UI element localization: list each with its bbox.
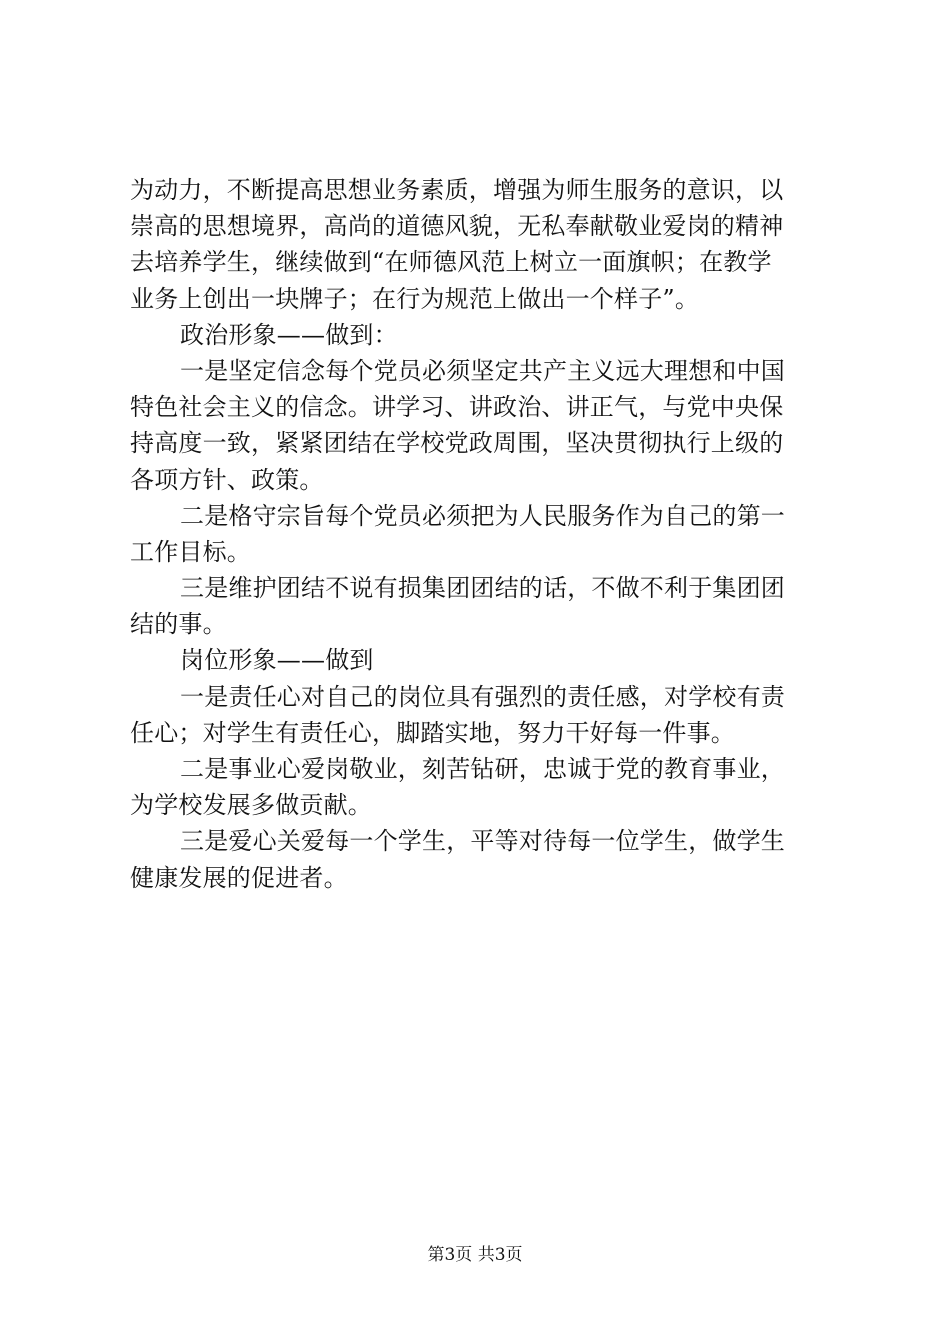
text-line: 工作目标。 xyxy=(130,537,251,566)
text-line: 去培养学生，继续做到“在师德风范上树立一面旗帜；在教学 xyxy=(130,248,772,277)
text-line: 特色社会主义的信念。讲学习、讲政治、讲正气，与党中央保 xyxy=(130,393,784,422)
text-line: 为动力，不断提高思想业务素质，增强为师生服务的意识，以 xyxy=(130,176,784,204)
text-line: 健康发展的促进者。 xyxy=(130,863,348,892)
text-line: 持高度一致，紧紧团结在学校党政周围，坚决贯彻执行上级的 xyxy=(130,429,784,458)
section-heading-political: 政治形象——做到： xyxy=(180,320,398,349)
text-line: 二是格守宗旨每个党员必须把为人民服务作为自己的第一 xyxy=(180,501,785,530)
text-line: 各项方针、政策。 xyxy=(130,465,324,494)
text-line: 一是坚定信念每个党员必须坚定共产主义远大理想和中国 xyxy=(180,356,785,385)
text-line: 一是责任心对自己的岗位具有强烈的责任感，对学校有责 xyxy=(180,682,785,711)
page-number-footer: 第3页 共3页 xyxy=(427,1245,523,1265)
document-body xyxy=(130,172,830,896)
section-heading-position: 岗位形象——做到 xyxy=(180,646,374,675)
text-line: 二是事业心爱岗敬业，刻苦钻研，忠诚于党的教育事业， xyxy=(180,755,785,783)
text-line: 结的事。 xyxy=(130,610,227,639)
text-line: 三是维护团结不说有损集团团结的话，不做不利于集团团 xyxy=(180,574,785,603)
text-line: 三是爱心关爱每一个学生，平等对待每一位学生，做学生 xyxy=(180,827,785,856)
text-line: 为学校发展多做贡献。 xyxy=(130,791,372,820)
text-line: 任心；对学生有责任心，脚踏实地，努力干好每一件事。 xyxy=(130,718,735,747)
text-line: 业务上创出一块牌子；在行为规范上做出一个样子”。 xyxy=(130,284,700,313)
text-line: 崇高的思想境界，高尚的道德风貌，无私奉献敬业爱岗的精神 xyxy=(130,212,784,241)
